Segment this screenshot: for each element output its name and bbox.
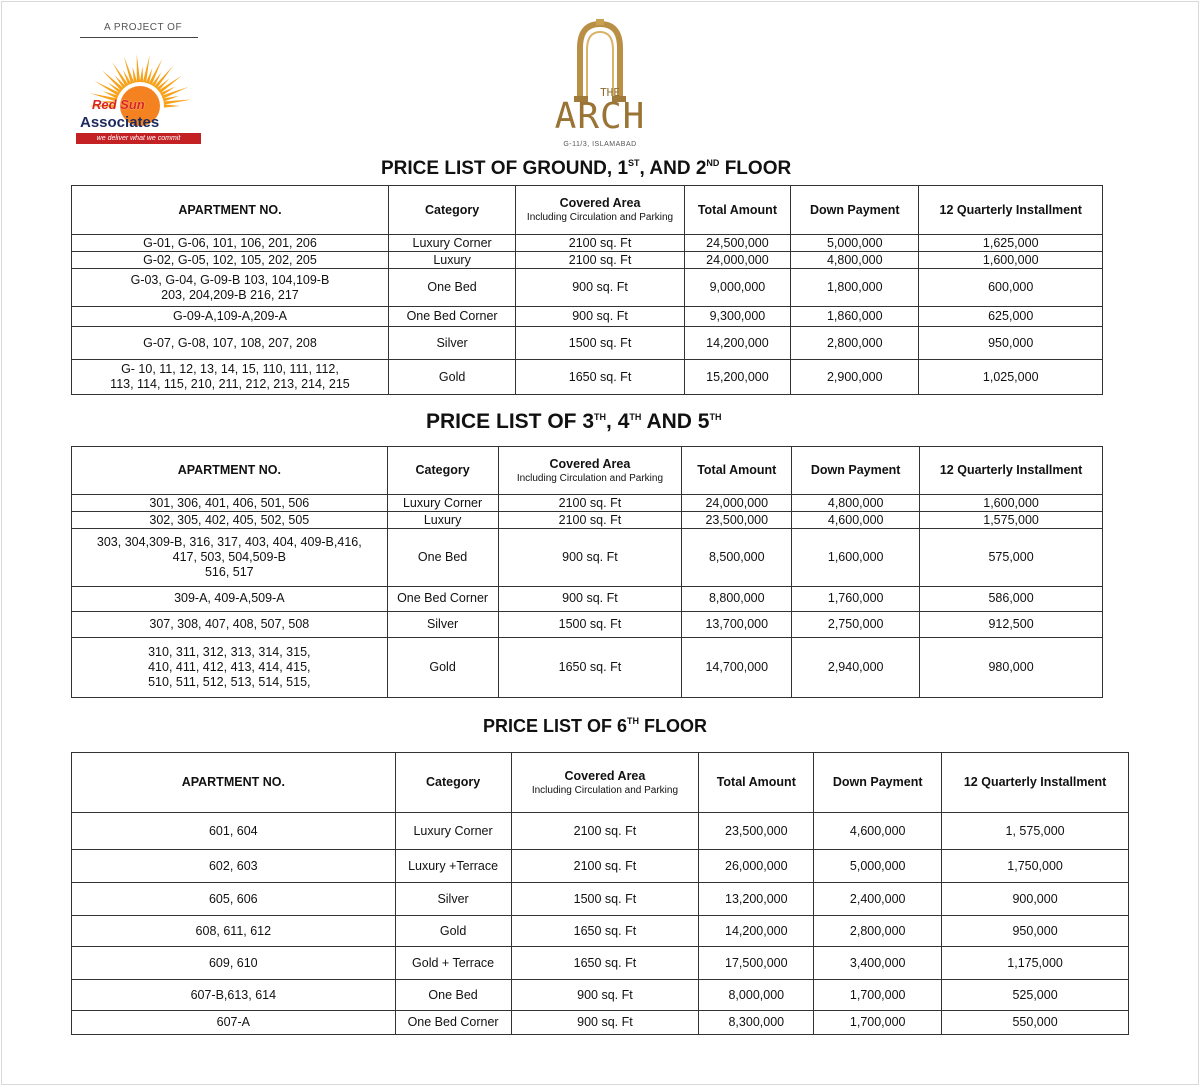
cell-category: Luxury +Terrace [395,850,511,883]
cell-installment: 912,500 [920,611,1103,637]
cell-apartment: 309-A, 409-A,509-A [72,587,388,611]
table-row [72,637,1103,697]
col-header-down-payment: Down Payment [792,447,920,495]
cell-total-amount: 8,300,000 [699,1011,814,1035]
cell-total-amount: 9,300,000 [684,307,790,327]
covered-area-note: Including Circulation and Parking [531,784,679,796]
cell-area: 2100 sq. Ft [511,813,699,850]
cell-down-payment: 1,800,000 [791,269,919,307]
developer-tagline: we deliver what we commit [76,133,201,144]
cell-installment: 980,000 [920,637,1103,697]
table-row [72,235,1103,252]
cell-area: 2100 sq. Ft [498,512,682,529]
cell-area: 900 sq. Ft [498,529,682,587]
table-row [72,611,1103,637]
cell-apartment: 607-A [72,1011,396,1035]
cell-apartment: 310, 311, 312, 313, 314, 315, 410, 411, 412, 413, 414, 415, 510, 511, 512, 513, 514, 515, [72,637,388,697]
price-table-floors-g-2 [71,185,1103,395]
cell-installment: 600,000 [919,269,1103,307]
cell-down-payment: 2,900,000 [791,360,919,395]
col-header-category: Category [395,753,511,813]
cell-installment: 1, 575,000 [942,813,1129,850]
cell-apartment: 607-B,613, 614 [72,980,396,1011]
table-row [72,252,1103,269]
section2-title: PRICE LIST OF 3TH, 4TH AND 5TH [426,410,722,433]
cell-total-amount: 14,200,000 [699,916,814,947]
cell-category: Silver [388,327,515,360]
col-header-down-payment: Down Payment [791,186,919,235]
price-table-floor-6 [71,752,1129,1035]
col-header-total-amount: Total Amount [682,447,792,495]
covered-area-label: Covered Area [559,196,641,210]
table-row [72,947,1129,980]
col-header-installment: 12 Quarterly Installment [920,447,1103,495]
project-location: G-11/3, ISLAMABAD [563,141,637,148]
cell-area: 2100 sq. Ft [516,252,684,269]
developer-name-line2: Associates [80,114,160,131]
cell-apartment: G-01, G-06, 101, 106, 201, 206 [72,235,389,252]
project-of-caption: A PROJECT OF [104,22,183,33]
cell-apartment: 609, 610 [72,947,396,980]
col-header-category: Category [388,186,515,235]
col-header-total-amount: Total Amount [699,753,814,813]
cell-down-payment: 5,000,000 [814,850,942,883]
cell-apartment: G-02, G-05, 102, 105, 202, 205 [72,252,389,269]
cell-installment: 950,000 [919,327,1103,360]
cell-down-payment: 2,750,000 [792,611,920,637]
cell-area: 900 sq. Ft [511,980,699,1011]
cell-apartment: G-09-A,109-A,209-A [72,307,389,327]
covered-area-label: Covered Area [549,456,631,471]
table-row [72,883,1129,916]
col-header-apartment: APARTMENT NO. [72,186,389,235]
price-table-floors-3-5 [71,446,1103,698]
cell-down-payment: 1,600,000 [792,529,920,587]
cell-total-amount: 15,200,000 [684,360,790,395]
cell-apartment: 602, 603 [72,850,396,883]
cell-total-amount: 14,700,000 [682,637,792,697]
developer-name-line1: Red Sun [92,97,145,112]
table-row [72,495,1103,512]
cell-down-payment: 2,400,000 [814,883,942,916]
cell-area: 1500 sq. Ft [511,883,699,916]
cell-category: Luxury Corner [387,495,498,512]
cell-down-payment: 1,860,000 [791,307,919,327]
cell-category: One Bed Corner [395,1011,511,1035]
cell-down-payment: 2,800,000 [791,327,919,360]
cell-total-amount: 17,500,000 [699,947,814,980]
cell-installment: 950,000 [942,916,1129,947]
table-row [72,269,1103,307]
cell-total-amount: 26,000,000 [699,850,814,883]
table-row [72,850,1129,883]
cell-area: 2100 sq. Ft [498,495,682,512]
cell-down-payment: 4,600,000 [814,813,942,850]
cell-area: 900 sq. Ft [516,307,684,327]
table-row [72,813,1129,850]
cell-area: 1500 sq. Ft [498,611,682,637]
cell-down-payment: 4,800,000 [791,252,919,269]
cell-area: 900 sq. Ft [498,587,682,611]
cell-category: One Bed [395,980,511,1011]
table-row [72,512,1103,529]
cell-area: 1500 sq. Ft [516,327,684,360]
col-header-covered-area [516,186,684,235]
cell-area: 1650 sq. Ft [516,360,684,395]
cell-apartment: 605, 606 [72,883,396,916]
cell-down-payment: 1,700,000 [814,1011,942,1035]
cell-apartment: 307, 308, 407, 408, 507, 508 [72,611,388,637]
covered-area-label: Covered Area [564,768,646,783]
cell-down-payment: 1,760,000 [792,587,920,611]
cell-installment: 1,750,000 [942,850,1129,883]
cell-total-amount: 13,700,000 [682,611,792,637]
cell-total-amount: 23,500,000 [699,813,814,850]
cell-category: Gold + Terrace [395,947,511,980]
cell-area: 1650 sq. Ft [511,947,699,980]
cell-total-amount: 13,200,000 [699,883,814,916]
cell-apartment: 608, 611, 612 [72,916,396,947]
cell-total-amount: 23,500,000 [682,512,792,529]
table-row [72,587,1103,611]
cell-total-amount: 24,000,000 [682,495,792,512]
cell-down-payment: 2,940,000 [792,637,920,697]
cell-apartment: 303, 304,309-B, 316, 317, 403, 404, 409-B,416, 417, 503, 504,509-B 516, 517 [72,529,388,587]
cell-installment: 575,000 [920,529,1103,587]
col-header-total-amount: Total Amount [684,186,790,235]
cell-area: 1650 sq. Ft [511,916,699,947]
cell-total-amount: 9,000,000 [684,269,790,307]
caption-rule [80,37,198,38]
cell-down-payment: 3,400,000 [814,947,942,980]
cell-category: Gold [388,360,515,395]
cell-category: Luxury [388,252,515,269]
cell-category: Silver [395,883,511,916]
cell-category: Gold [395,916,511,947]
cell-installment: 1,625,000 [919,235,1103,252]
project-logo-name: ARCH [554,96,646,137]
section1-title: PRICE LIST OF GROUND, 1ST, AND 2ND FLOOR [381,158,792,179]
cell-down-payment: 1,700,000 [814,980,942,1011]
col-header-down-payment: Down Payment [814,753,942,813]
cell-installment: 1,025,000 [919,360,1103,395]
table-row [72,307,1103,327]
col-header-installment: 12 Quarterly Installment [919,186,1103,235]
cell-category: Luxury [387,512,498,529]
cell-apartment: G- 10, 11, 12, 13, 14, 15, 110, 111, 112, 113, 114, 115, 210, 211, 212, 213, 214, 215 [72,360,389,395]
table-row [72,980,1129,1011]
cell-total-amount: 8,000,000 [699,980,814,1011]
cell-total-amount: 14,200,000 [684,327,790,360]
cell-installment: 1,600,000 [919,252,1103,269]
cell-apartment: 601, 604 [72,813,396,850]
cell-area: 1650 sq. Ft [498,637,682,697]
col-header-apartment: APARTMENT NO. [72,447,388,495]
cell-category: One Bed Corner [388,307,515,327]
cell-category: Luxury Corner [395,813,511,850]
cell-total-amount: 8,500,000 [682,529,792,587]
cell-area: 900 sq. Ft [511,1011,699,1035]
covered-area-note: Including Circulation and Parking [526,212,674,223]
col-header-installment: 12 Quarterly Installment [942,753,1129,813]
section3-title: PRICE LIST OF 6TH FLOOR [483,716,708,736]
cell-total-amount: 24,000,000 [684,252,790,269]
project-logo-the: THE [600,86,620,99]
cell-apartment: G-07, G-08, 107, 108, 207, 208 [72,327,389,360]
cell-category: Luxury Corner [388,235,515,252]
col-header-covered-area [511,753,699,813]
cell-category: Gold [387,637,498,697]
cell-total-amount: 8,800,000 [682,587,792,611]
cell-apartment: 302, 305, 402, 405, 502, 505 [72,512,388,529]
table-row [72,916,1129,947]
cell-installment: 550,000 [942,1011,1129,1035]
cell-category: One Bed Corner [387,587,498,611]
cell-area: 2100 sq. Ft [516,235,684,252]
cell-category: One Bed [388,269,515,307]
table-row [72,360,1103,395]
cell-apartment: 301, 306, 401, 406, 501, 506 [72,495,388,512]
cell-installment: 1,175,000 [942,947,1129,980]
table-row [72,1011,1129,1035]
cell-installment: 525,000 [942,980,1129,1011]
cell-area: 2100 sq. Ft [511,850,699,883]
table-row [72,529,1103,587]
table-row [72,327,1103,360]
cell-total-amount: 24,500,000 [684,235,790,252]
cell-installment: 1,600,000 [920,495,1103,512]
cell-apartment: G-03, G-04, G-09-B 103, 104,109-B 203, 204,209-B 216, 217 [72,269,389,307]
covered-area-note: Including Circulation and Parking [516,472,664,484]
cell-down-payment: 4,600,000 [792,512,920,529]
col-header-covered-area [498,447,682,495]
cell-installment: 900,000 [942,883,1129,916]
cell-installment: 625,000 [919,307,1103,327]
cell-category: One Bed [387,529,498,587]
col-header-category: Category [387,447,498,495]
cell-down-payment: 5,000,000 [791,235,919,252]
cell-down-payment: 2,800,000 [814,916,942,947]
cell-category: Silver [387,611,498,637]
cell-down-payment: 4,800,000 [792,495,920,512]
cell-installment: 1,575,000 [920,512,1103,529]
cell-installment: 586,000 [920,587,1103,611]
cell-area: 900 sq. Ft [516,269,684,307]
col-header-apartment: APARTMENT NO. [72,753,396,813]
